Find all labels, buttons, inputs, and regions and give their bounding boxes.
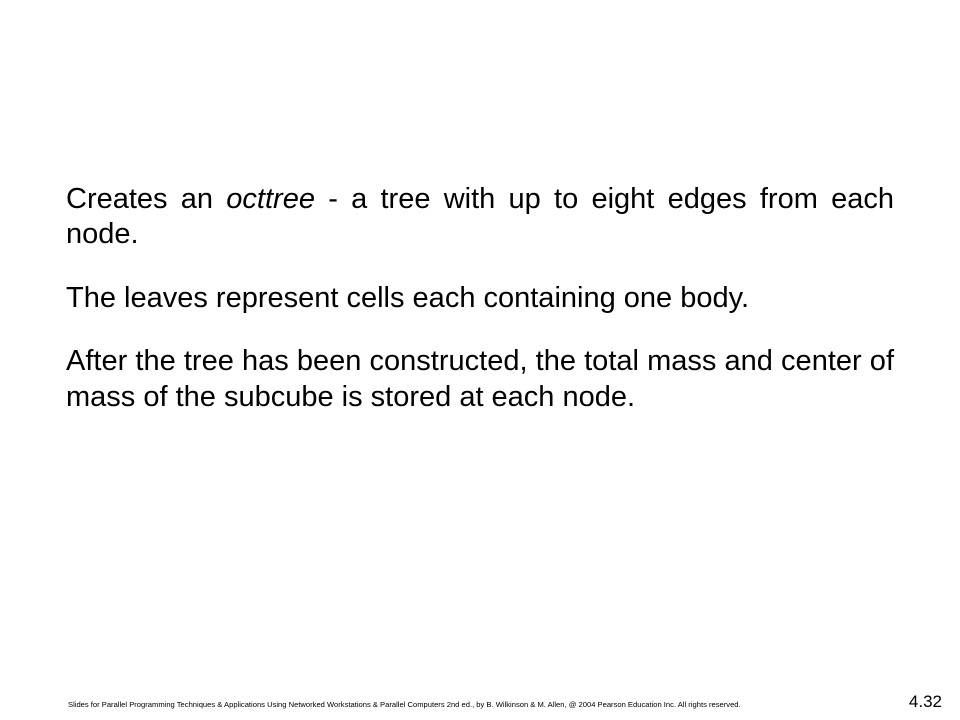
paragraph-octtree-before: Creates an bbox=[66, 183, 227, 215]
paragraph-octtree-after: - a tree with up to eight edges from each node. bbox=[66, 183, 894, 251]
page-number: 4.32 bbox=[908, 692, 942, 711]
paragraph-octtree bbox=[66, 182, 894, 253]
slide-body bbox=[66, 182, 894, 443]
footer-credit: Slides for Parallel Programming Techniques & Applications Using Networked Workstations & Parallel Computers 2nd ed., by B. Wilkinson & M. Allen, @ 2004 Pearson Education Inc. All rights reserved. bbox=[68, 700, 741, 709]
paragraph-leaves: The leaves represent cells each containing one body. bbox=[66, 281, 750, 314]
term-octtree: octtree bbox=[226, 183, 315, 215]
paragraph-mass: After the tree has been constructed, the total mass and center of mass of the subcube is stored at each node. bbox=[66, 345, 894, 413]
